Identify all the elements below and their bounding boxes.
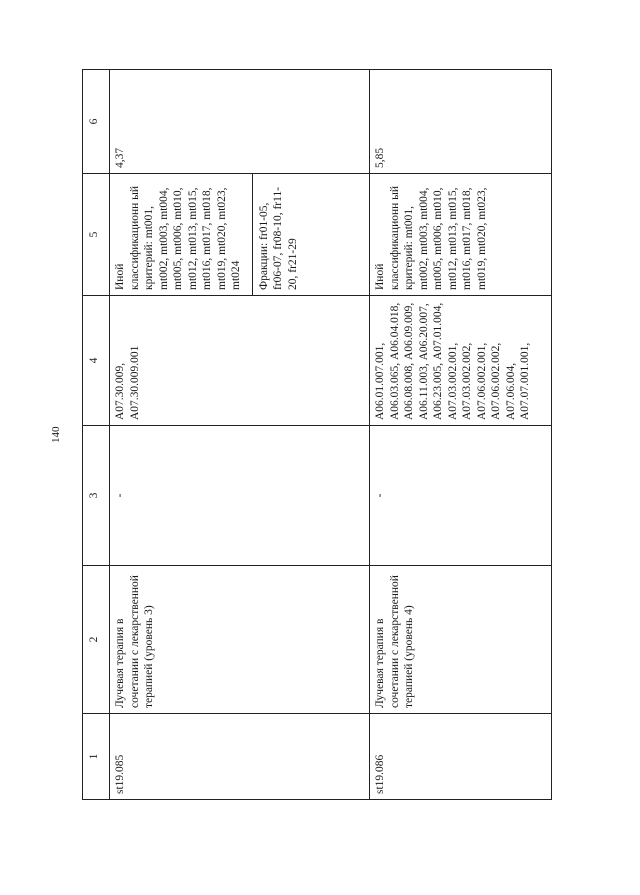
row-fractions: Фракции: fr01-05, fr06-07, fr08-10, fr11-20, fr21-29 <box>252 174 301 295</box>
header-cell: 5 <box>83 174 110 296</box>
header-cell: 3 <box>83 426 110 566</box>
row-code: st19.085 <box>110 714 370 800</box>
header-cell: 2 <box>83 566 110 714</box>
tariff-table-wrapper <box>82 70 552 800</box>
table-row <box>110 70 370 800</box>
row-criteria-cell <box>110 174 370 296</box>
tariff-table <box>82 69 552 800</box>
row-col3: - <box>110 426 370 566</box>
header-cell: 6 <box>83 70 110 174</box>
row-criteria: Иной классификационн ый критерий: mt001, mt002, mt003, mt004, mt005, mt006, mt010, mt012, mt013, mt015, mt016, mt017, mt018, mt019, mt020, mt023, mt024 <box>114 185 242 290</box>
row-col3: - <box>370 426 552 566</box>
row-name: Лучевая терапия в сочетании с лекарственной терапией (уровень 4) <box>370 566 552 714</box>
row-services: А07.30.009, А07.30.009.001 <box>110 296 370 426</box>
page-number: 140 <box>50 426 62 443</box>
table-header-row <box>83 70 110 800</box>
header-cell: 1 <box>83 714 110 800</box>
row-code: st19.086 <box>370 714 552 800</box>
table-row <box>370 70 552 800</box>
row-name: Лучевая терапия в сочетании с лекарственной терапией (уровень 3) <box>110 566 370 714</box>
row-criteria: Иной классификационн ый критерий: mt001, mt002, mt003, mt004, mt005, mt006, mt010, mt012, mt013, mt015, mt016, mt017, mt018, mt019, mt020, mt023, <box>370 174 552 296</box>
header-cell: 4 <box>83 296 110 426</box>
row-coefficient: 4,37 <box>110 70 370 174</box>
row-coefficient: 5,85 <box>370 70 552 174</box>
row-services: А06.01.007.001, А06.03.065, А06.04.018, А06.08.008, А06.09.009, А06.11.003, А06.20.007, А06.23.005, А07.01.004, А07.03.002.001, А07.03.002.002, А07.06.002.001, А07.06.002.002, А07.06.004, А07.07.001.001, <box>370 296 552 426</box>
